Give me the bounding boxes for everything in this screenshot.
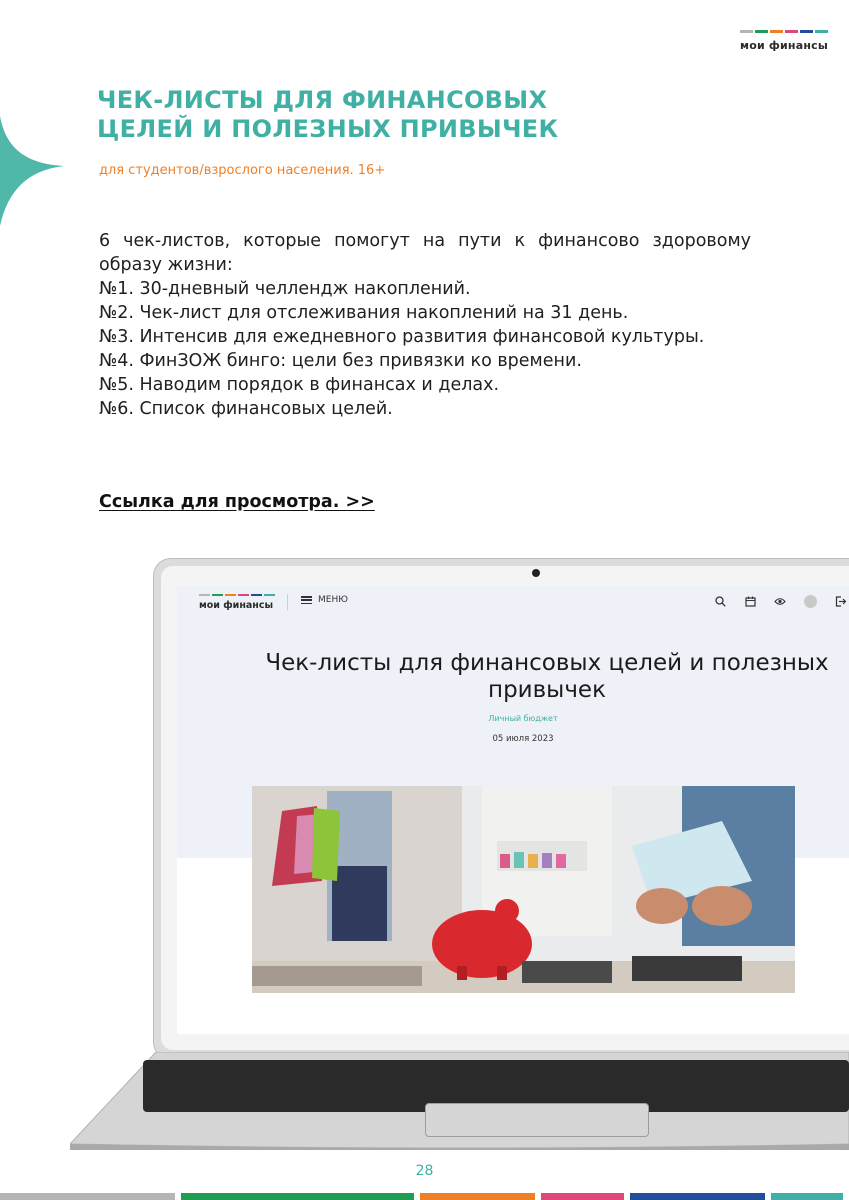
brand-logo: [740, 30, 828, 52]
avatar[interactable]: [801, 593, 819, 609]
trackpad: [425, 1103, 649, 1137]
site-logo[interactable]: [199, 594, 275, 611]
site-logo-text: мои финансы: [199, 600, 274, 611]
eye-icon[interactable]: [771, 593, 789, 609]
site-logo-stripe: [199, 594, 275, 596]
brand-color-stripe: [740, 30, 828, 33]
logout-icon[interactable]: [831, 593, 849, 609]
audience-subtitle: для студентов/взрослого населения. 16+: [99, 163, 386, 178]
search-icon[interactable]: [711, 593, 729, 609]
menu-button[interactable]: [301, 595, 348, 605]
article-title: Чек-листы для финансовых целей и полезных привычек: [265, 650, 829, 703]
checklist-item-4: №4. ФинЗОЖ бинго: цели без привязки ко времени.: [99, 351, 582, 371]
header-icons: [711, 593, 849, 609]
hamburger-icon: [301, 596, 312, 604]
brand-name: мои финансы: [740, 39, 828, 52]
title-line-1: ЧЕК-ЛИСТЫ ДЛЯ ФИНАНСОВЫХ: [97, 86, 548, 114]
laptop-screen: [177, 586, 849, 1034]
checklist-item-3: №3. Интенсив для ежедневного развития финансовой культуры.: [99, 327, 705, 347]
intro-text: 6 чек-листов, которые помогут на пути к финансово здоровому образу жизни:: [99, 231, 751, 275]
checklist-description: [99, 229, 751, 421]
checklist-item-5: №5. Наводим порядок в финансах и делах.: [99, 375, 500, 395]
header-divider: [287, 594, 288, 610]
user-avatar-icon: [804, 595, 817, 608]
laptop-mockup: [0, 548, 849, 1158]
article-date: 05 июля 2023: [492, 734, 554, 744]
checklist-item-2: №2. Чек-лист для отслеживания накоплений на 31 день.: [99, 303, 629, 323]
bottom-color-bar: [0, 1193, 849, 1200]
page-number: 28: [415, 1163, 434, 1179]
checklist-item-1: №1. 30-дневный челлендж накоплений.: [99, 279, 471, 299]
page-title: [97, 86, 657, 144]
article-category[interactable]: Личный бюджет: [488, 714, 558, 723]
site-header: [177, 586, 849, 616]
article-hero-photo: [252, 786, 795, 993]
decorative-star-shape: [0, 98, 70, 238]
view-link[interactable]: Ссылка для просмотра. >>: [99, 492, 375, 512]
calendar-icon[interactable]: [741, 593, 759, 609]
menu-label: МЕНЮ: [318, 595, 348, 605]
title-line-2: ЦЕЛЕЙ И ПОЛЕЗНЫХ ПРИВЫЧЕК: [97, 115, 559, 143]
checklist-item-6: №6. Список финансовых целей.: [99, 399, 393, 419]
camera-dot: [532, 569, 540, 577]
